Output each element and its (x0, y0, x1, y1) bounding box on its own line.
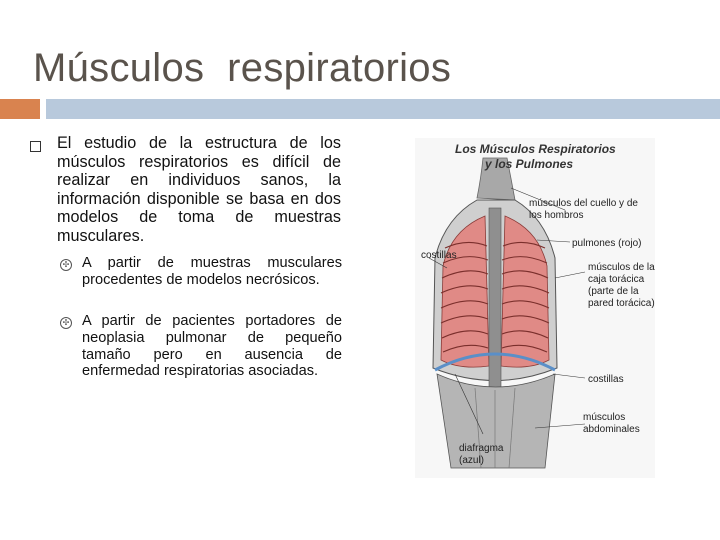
slide-title: Músculos respiratorios (33, 46, 452, 90)
label-neck-muscles: músculos del cuello y de los hombros (529, 198, 638, 221)
bullet-circle-icon: ✣ (60, 259, 72, 271)
figure-title-line2: y los Pulmones (485, 157, 574, 171)
label-lungs: pulmones (rojo) (572, 238, 642, 249)
bullet-square-icon (30, 141, 41, 152)
label-abdominal-muscles: músculos abdominales (583, 412, 640, 435)
figure-title (455, 142, 645, 172)
sub-bullet-2: A partir de pacientes portadores de neoplasia pulmonar de pequeño tamaño pero en ausencia de enfermedad respiratorias asociadas. (82, 313, 342, 380)
sub-bullet-1: A partir de muestras musculares procedentes de modelos necrósicos. (82, 255, 342, 288)
bullet-circle-icon: ✣ (60, 317, 72, 329)
label-chest-wall-muscles: músculos de la caja torácica (parte de la pared torácica) (588, 262, 655, 309)
title-accent-bar (0, 99, 40, 119)
label-diaphragm: diafragma (azul) (459, 443, 504, 466)
main-bullet-text: El estudio de la estructura de los músculos respiratorios es difícil de realizar en individuos sanos, la información disponible se basa en dos modelos de toma de muestras musculares. (57, 134, 341, 245)
label-ribs-left: costillas (421, 250, 457, 261)
label-ribs-right: costillas (588, 374, 624, 385)
title-divider-bar (46, 99, 720, 119)
figure-title-line1: Los Músculos Respiratorios (455, 142, 616, 156)
